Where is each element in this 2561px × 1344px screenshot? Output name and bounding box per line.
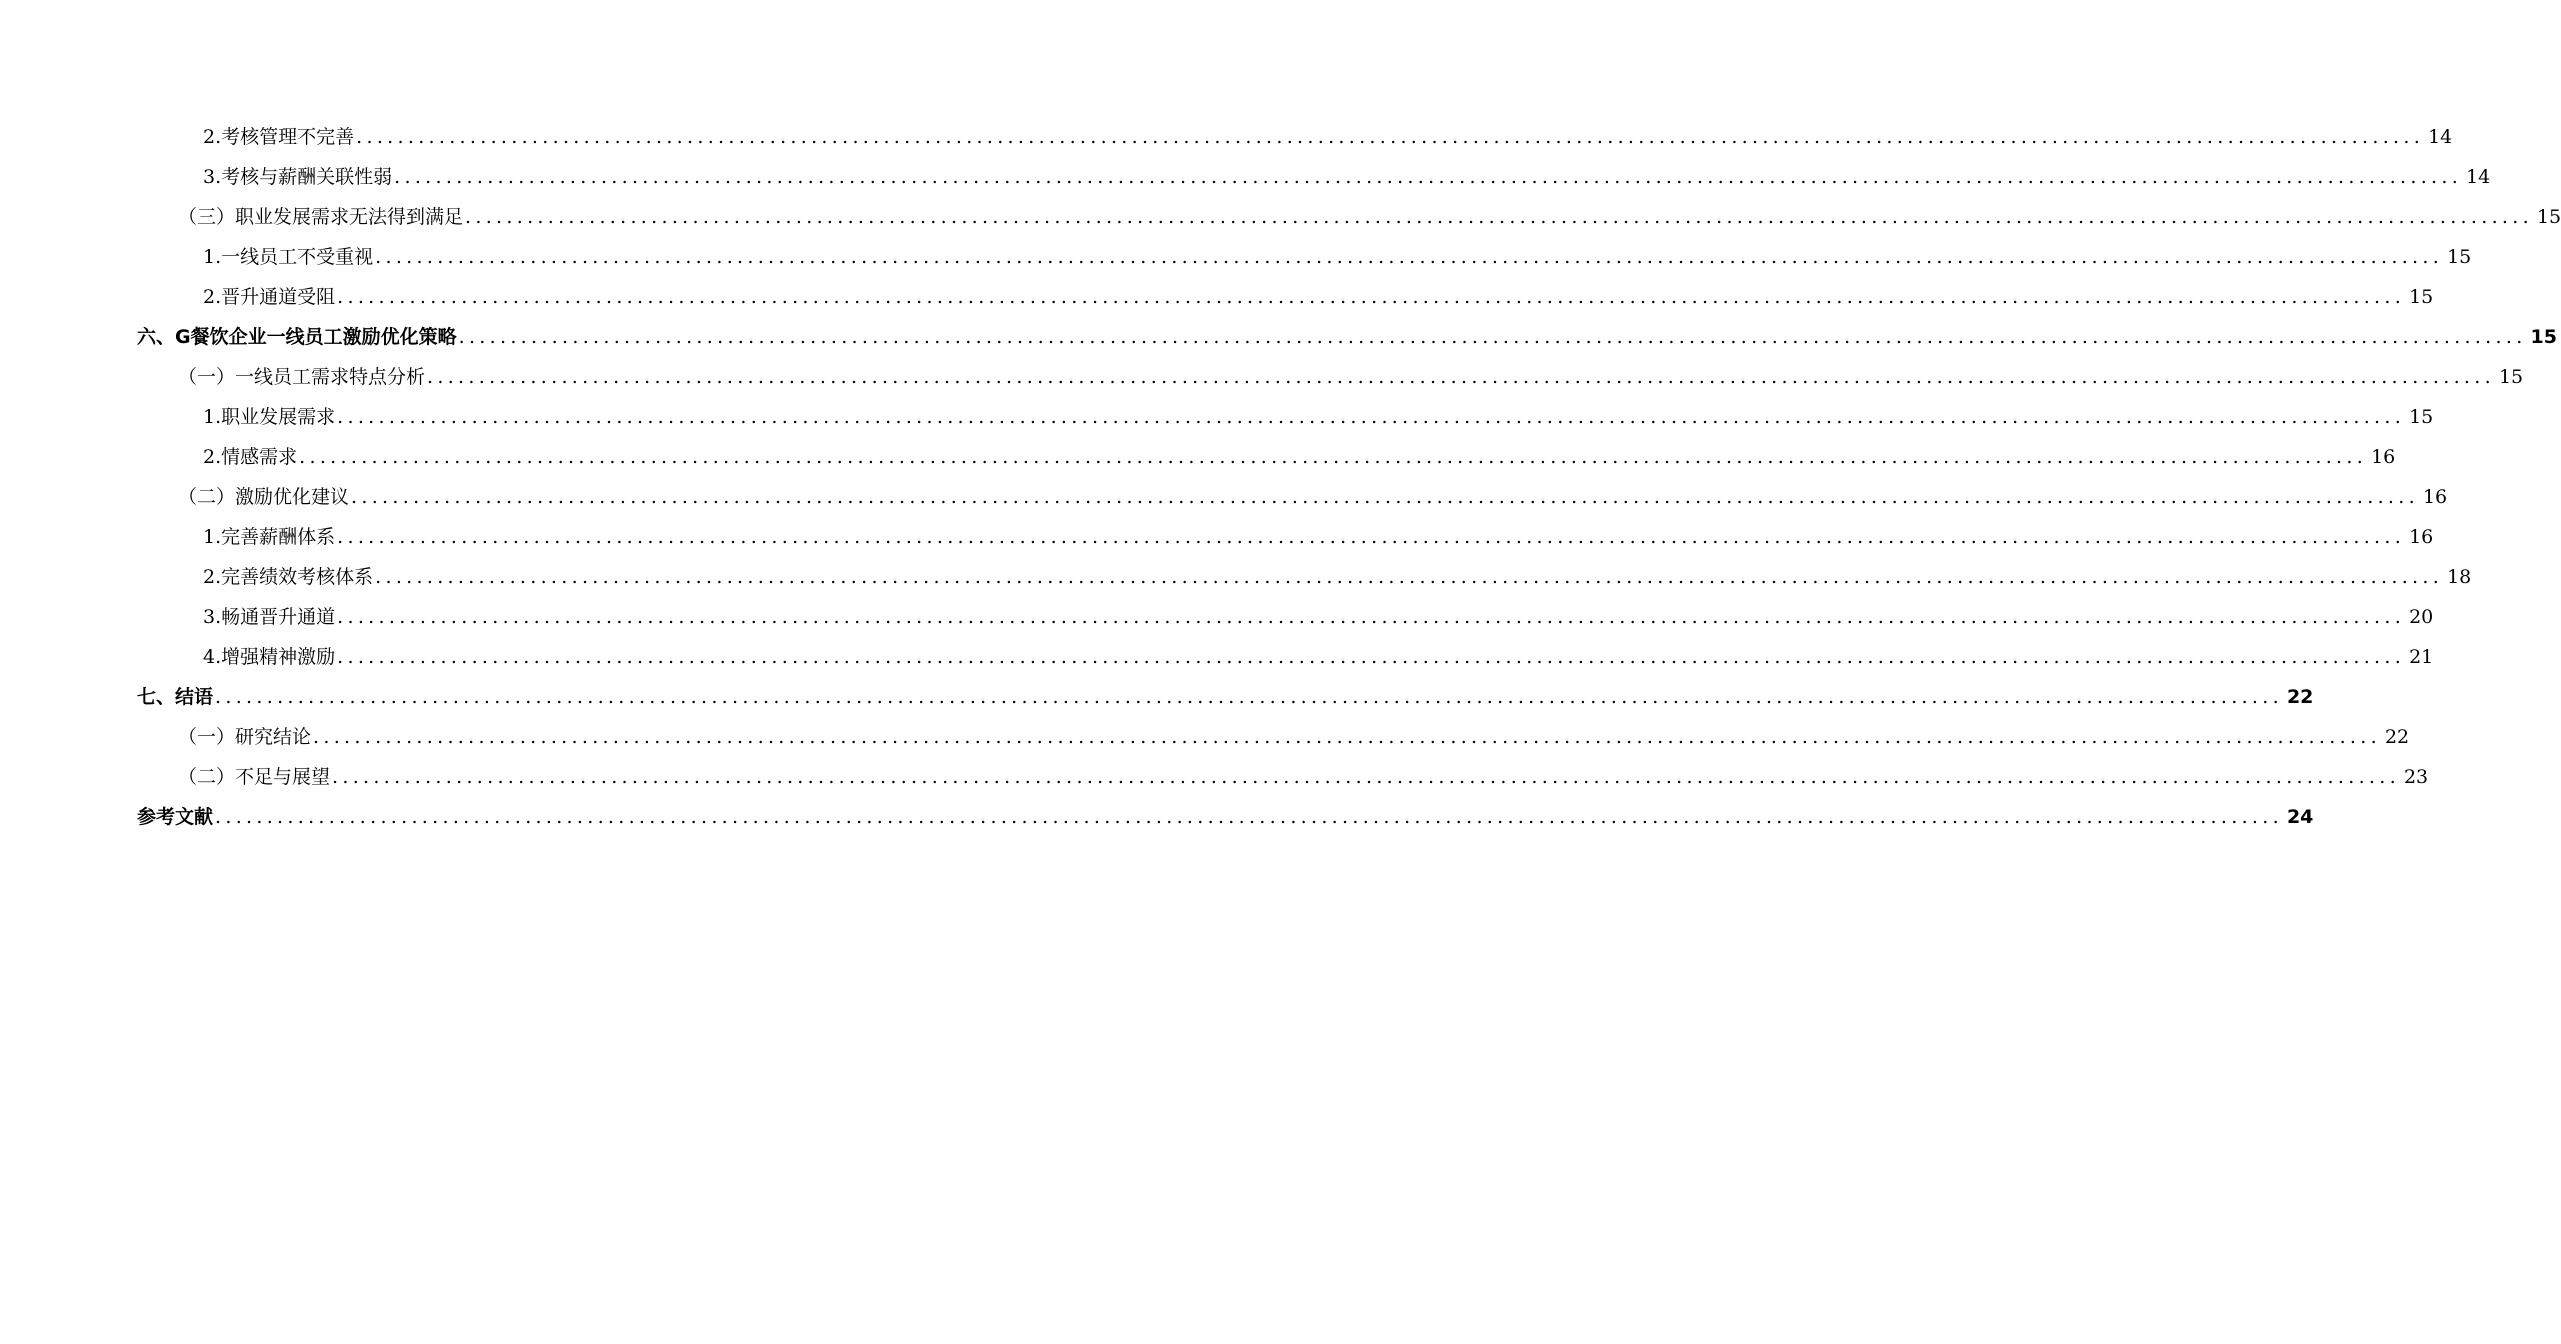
toc-entry[interactable] — [178, 757, 2429, 797]
toc-leader-dots: ........................................................................................................................................................................................................ — [337, 406, 2406, 428]
toc-entry[interactable] — [203, 637, 2434, 677]
toc-leader-dots: ........................................................................................................................................................................................................ — [337, 606, 2406, 628]
toc-entry-title: 完善绩效考核体系 — [221, 566, 374, 588]
toc-entry-title: 考核管理不完善 — [221, 126, 355, 148]
table-of-contents — [0, 117, 2561, 837]
toc-entry-title: 考核与薪酬关联性弱 — [221, 166, 393, 188]
toc-entry[interactable] — [203, 557, 2472, 597]
toc-leader-dots: ........................................................................................................................................................................................................ — [215, 806, 2283, 828]
toc-entry-number: 2. — [203, 126, 222, 148]
toc-leader-dots: ........................................................................................................................................................................................................ — [215, 686, 2283, 708]
toc-entry-number: 2. — [203, 446, 222, 468]
toc-entry-title: 晋升通道受阻 — [221, 286, 336, 308]
toc-entry-number: （三） — [178, 206, 236, 228]
toc-leader-dots: ........................................................................................................................................................................................................ — [337, 286, 2406, 308]
toc-entry-number: 3. — [203, 166, 222, 188]
toc-entry[interactable] — [178, 357, 2524, 397]
toc-entry[interactable] — [203, 277, 2434, 317]
toc-entry-page: 15 — [2409, 406, 2434, 428]
toc-leader-dots: ........................................................................................................................................................................................................ — [332, 766, 2400, 788]
toc-entry-page: 15 — [2536, 206, 2561, 228]
toc-entry-page: 15 — [2498, 366, 2524, 388]
toc-leader-dots: ........................................................................................................................................................................................................ — [394, 166, 2463, 188]
toc-entry-number: （一） — [178, 726, 236, 748]
toc-entry-page: 14 — [2466, 166, 2491, 188]
toc-leader-dots: ........................................................................................................................................................................................................ — [337, 646, 2406, 668]
toc-entry-title: 职业发展需求 — [221, 406, 336, 428]
toc-entry-number: （一） — [178, 366, 236, 388]
toc-entry[interactable] — [203, 157, 2491, 197]
toc-entry-number: 2. — [203, 286, 222, 308]
toc-entry-page: 18 — [2447, 566, 2472, 588]
toc-leader-dots: ........................................................................................................................................................................................................ — [375, 566, 2444, 588]
toc-entry-page: 16 — [2409, 526, 2434, 548]
toc-entry-title: 畅通晋升通道 — [221, 606, 336, 628]
toc-entry-page: 24 — [2286, 806, 2314, 828]
toc-entry-number: 4. — [203, 646, 222, 668]
toc-leader-dots: ........................................................................................................................................................................................................ — [458, 326, 2527, 348]
toc-entry-title: 参考文献 — [137, 806, 214, 828]
toc-leader-dots: ........................................................................................................................................................................................................ — [337, 526, 2406, 548]
toc-leader-dots: ........................................................................................................................................................................................................ — [351, 486, 2419, 508]
toc-entry-number: 2. — [203, 566, 222, 588]
toc-entry[interactable] — [203, 117, 2453, 157]
toc-entry-title: 研究结论 — [235, 726, 312, 748]
toc-entry-title: 激励优化建议 — [235, 486, 350, 508]
toc-entry-number: 3. — [203, 606, 222, 628]
toc-entry-title: G餐饮企业一线员工激励优化策略 — [175, 326, 457, 348]
toc-entry[interactable] — [203, 437, 2396, 477]
toc-leader-dots: ........................................................................................................................................................................................................ — [465, 206, 2533, 228]
toc-leader-dots: ........................................................................................................................................................................................................ — [375, 246, 2444, 268]
toc-entry-number: 七、 — [137, 686, 176, 708]
toc-entry[interactable] — [137, 797, 2314, 837]
toc-entry-number: 六、 — [137, 326, 176, 348]
toc-entry-number: 1. — [203, 246, 222, 268]
toc-entry[interactable] — [203, 237, 2472, 277]
toc-entry[interactable] — [137, 677, 2314, 717]
toc-entry[interactable] — [137, 317, 2557, 357]
toc-leader-dots: ........................................................................................................................................................................................................ — [299, 446, 2368, 468]
toc-entry-title: 不足与展望 — [235, 766, 331, 788]
toc-entry-title: 情感需求 — [221, 446, 298, 468]
toc-entry[interactable] — [178, 477, 2448, 517]
toc-entry-title: 完善薪酬体系 — [221, 526, 336, 548]
toc-entry-page: 16 — [2371, 446, 2396, 468]
toc-entry[interactable] — [203, 517, 2434, 557]
toc-entry-title: 职业发展需求无法得到满足 — [235, 206, 464, 228]
toc-leader-dots: ........................................................................................................................................................................................................ — [427, 366, 2495, 388]
toc-entry-number: （二） — [178, 486, 236, 508]
toc-entry-page: 21 — [2409, 646, 2434, 668]
toc-entry-page: 15 — [2409, 286, 2434, 308]
toc-entry[interactable] — [178, 717, 2410, 757]
toc-leader-dots: ........................................................................................................................................................................................................ — [356, 126, 2425, 148]
toc-entry[interactable] — [178, 197, 2561, 237]
toc-entry-title: 增强精神激励 — [221, 646, 336, 668]
toc-leader-dots: ........................................................................................................................................................................................................ — [313, 726, 2381, 748]
toc-entry-title: 一线员工需求特点分析 — [235, 366, 426, 388]
toc-entry-number: 1. — [203, 526, 222, 548]
toc-entry-title: 一线员工不受重视 — [221, 246, 374, 268]
toc-entry-title: 结语 — [175, 686, 214, 708]
toc-entry-number: 1. — [203, 406, 222, 428]
toc-entry-page: 23 — [2403, 766, 2429, 788]
toc-entry-page: 16 — [2422, 486, 2448, 508]
toc-entry-page: 14 — [2428, 126, 2453, 148]
toc-entry[interactable] — [203, 397, 2434, 437]
toc-entry-page: 22 — [2384, 726, 2410, 748]
toc-entry-page: 22 — [2286, 686, 2314, 708]
toc-entry-page: 15 — [2447, 246, 2472, 268]
toc-entry-number: （二） — [178, 766, 236, 788]
toc-entry[interactable] — [203, 597, 2434, 637]
toc-entry-page: 15 — [2530, 326, 2557, 348]
toc-entry-page: 20 — [2409, 606, 2434, 628]
